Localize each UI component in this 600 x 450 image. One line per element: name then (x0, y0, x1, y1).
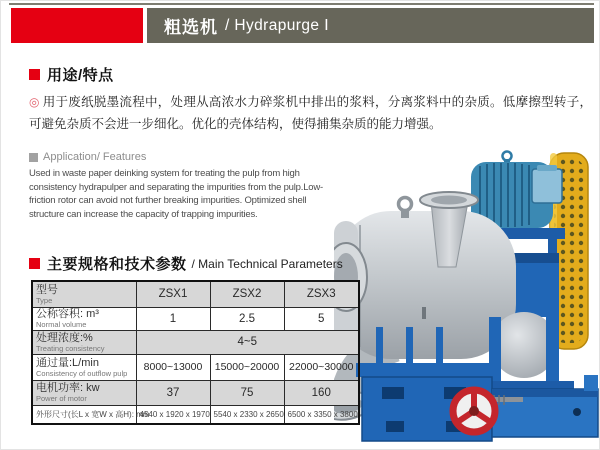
red-square-icon (29, 258, 40, 269)
cell-value: 75 (210, 380, 284, 405)
table-row-consistency (32, 330, 359, 354)
row-label-en: Treating consistency (36, 343, 105, 353)
model-zsx2: ZSX2 (210, 281, 284, 307)
section-parameters-heading (29, 253, 343, 274)
cell-value: 2.5 (210, 307, 284, 330)
parameters-heading-zh: 主要规格和技术参数 (47, 256, 187, 273)
section-features-heading (29, 64, 114, 85)
row-label-en: Consistency of outflow pulp (36, 368, 128, 378)
cell-value: 8000~13000 (136, 354, 210, 380)
gray-square-icon (29, 153, 38, 162)
cell-value: 160 (284, 380, 359, 405)
col-header-type-zh: 型号 (36, 283, 58, 296)
cell-value: 5 (284, 307, 359, 330)
application-body-en: Used in waste paper deinking system for treating the pulp from high consistency hydrapulper and separating the impurities from the pulp.Low-friction rotor can avoid not further breaking impurities. Optimized shell structure can increase the capacity of trapping impurities. (29, 168, 323, 220)
cell-value: 15000~20000 (210, 354, 284, 380)
row-label-zh: 通过量:L/min (36, 356, 99, 369)
technical-parameters-table (31, 280, 360, 425)
cell-value: 4540 x 1920 x 1970 (136, 405, 210, 424)
top-rule (9, 3, 594, 5)
application-heading-label: Application/ Features (43, 151, 147, 163)
features-body-zh-text: 用于废纸脱墨流程中，处理从高浓水力碎浆机中排出的浆料，分离浆料中的杂质。低摩擦型转子，可避免杂质不会进一步细化。优化的壳体结构，使得捕集杂质的能力增强。 (29, 95, 592, 131)
section-application-heading (29, 151, 146, 163)
brand-red-block (11, 8, 143, 43)
red-square-icon (29, 69, 40, 80)
hydrapurge-machine-illustration (334, 149, 600, 447)
table-row-throughput (32, 354, 359, 380)
circle-bullet-icon: ◎ (29, 95, 40, 109)
cell-value: 1 (136, 307, 210, 330)
col-header-type-en: Type (36, 295, 53, 305)
features-body-zh (29, 91, 592, 135)
table-row-volume (32, 307, 359, 330)
row-label-zh: 处理浓度:% (36, 331, 93, 344)
parameters-heading-en: / Main Technical Parameters (191, 256, 343, 271)
page-title-en: / Hydrapurge Ⅰ (225, 17, 330, 34)
product-photo (334, 149, 600, 447)
model-zsx1: ZSX1 (136, 281, 210, 307)
table-row-header (32, 281, 359, 307)
row-label-zh: 公称容积: m³ (36, 308, 99, 320)
cell-value: 22000~30000 (284, 354, 359, 380)
row-label-en: Power of motor (36, 394, 87, 403)
features-heading-label: 用途/特点 (47, 67, 114, 84)
table-row-motor-power (32, 380, 359, 405)
row-label-zh: 电机功率: kw (36, 382, 100, 394)
cell-value: 5540 x 2330 x 2650 (210, 405, 284, 424)
row-label-en: Normal volume (36, 320, 87, 329)
cell-value: 37 (136, 380, 210, 405)
page-title-zh: 粗选机 (164, 18, 218, 37)
cell-merged-value: 4~5 (136, 330, 359, 354)
page-title-bar (147, 8, 594, 43)
table-row-dimensions (32, 405, 359, 424)
cell-value: 6500 x 3350 x 3800 (284, 405, 359, 424)
row-label-zh: 外形尺寸(长L x 宽W x 高H): mm (36, 409, 150, 419)
model-zsx3: ZSX3 (284, 281, 359, 307)
